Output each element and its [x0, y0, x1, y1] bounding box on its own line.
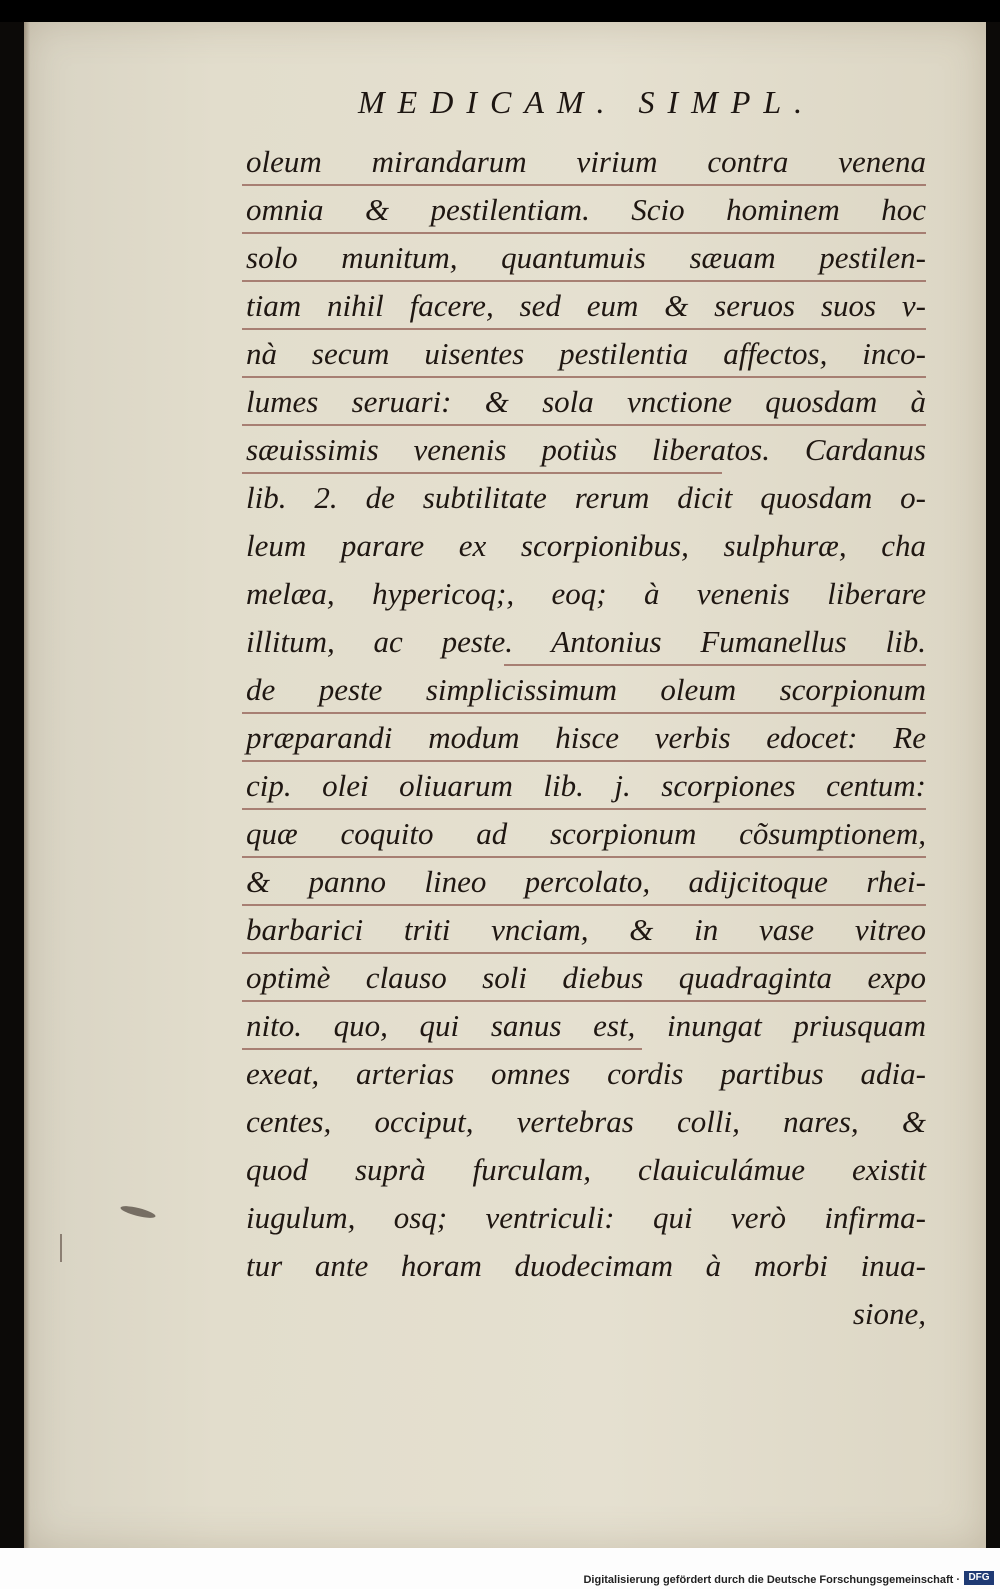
- text-line: præparandi modum hisce verbis edocet: Re: [246, 716, 926, 764]
- text-line: nà secum uisentes pestilentia affectos, inco-: [246, 332, 926, 380]
- text-line: exeat, arterias omnes cordis partibus adia-: [246, 1056, 926, 1091]
- catchword: sione,: [852, 1296, 926, 1331]
- text-line: quæ coquito ad scorpionum cõsumptionem,: [246, 812, 926, 860]
- running-header: MEDICAM. SIMPL.: [358, 84, 816, 120]
- text-line: omnia & pestilentiam. Scio hominem hoc: [246, 188, 926, 236]
- text-line: sæuissimis venenis potiùs liberatos. Cardanus: [246, 428, 926, 476]
- text-line: barbarici triti vnciam, & in vase vitreo: [246, 908, 926, 956]
- text-line: lumes seruari: & sola vnctione quosdam à: [246, 380, 926, 428]
- dfg-logo-icon: DFG: [964, 1571, 994, 1585]
- text-line: lib. 2. de subtilitate rerum dicit quosdam o-: [246, 480, 926, 515]
- margin-tick-mark: [60, 1234, 62, 1262]
- body-text: [246, 140, 926, 1340]
- text-line: & panno lineo percolato, adijcitoque rhei-: [246, 860, 926, 908]
- text-line: quod suprà furculam, clauiculámue existit: [246, 1152, 926, 1187]
- text-line: centes, occiput, vertebras colli, nares, &: [246, 1104, 926, 1139]
- text-line: solo munitum, quantumuis sæuam pestilen-: [246, 236, 926, 284]
- text-line: de peste simplicissimum oleum scorpionum: [246, 668, 926, 716]
- text-line: oleum mirandarum virium contra venena: [246, 140, 926, 188]
- text-line: melæa, hypericoq;, eoq; à venenis liberare: [246, 576, 926, 611]
- text-line: iugulum, osq; ventriculi: qui verò infirma-: [246, 1200, 926, 1235]
- text-line: illitum, ac peste. Antonius Fumanellus lib.: [246, 620, 926, 668]
- text-line: optimè clauso soli diebus quadraginta expo: [246, 956, 926, 1004]
- text-line: nito. quo, qui sanus est, inungat priusquam: [246, 1004, 926, 1052]
- text-line: cip. olei oliuarum lib. j. scorpiones centum:: [246, 764, 926, 812]
- text-line: tiam nihil facere, sed eum & seruos suos v-: [246, 284, 926, 332]
- text-line: tur ante horam duodecimam à morbi inua-: [246, 1248, 926, 1283]
- text-line: leum parare ex scorpionibus, sulphuræ, cha: [246, 528, 926, 563]
- top-black-border: [0, 0, 1000, 22]
- digitization-credit: Digitalisierung gefördert durch die Deutsche Forschungsgemeinschaft ·: [583, 1574, 960, 1586]
- page-gutter-shadow: [24, 22, 30, 1548]
